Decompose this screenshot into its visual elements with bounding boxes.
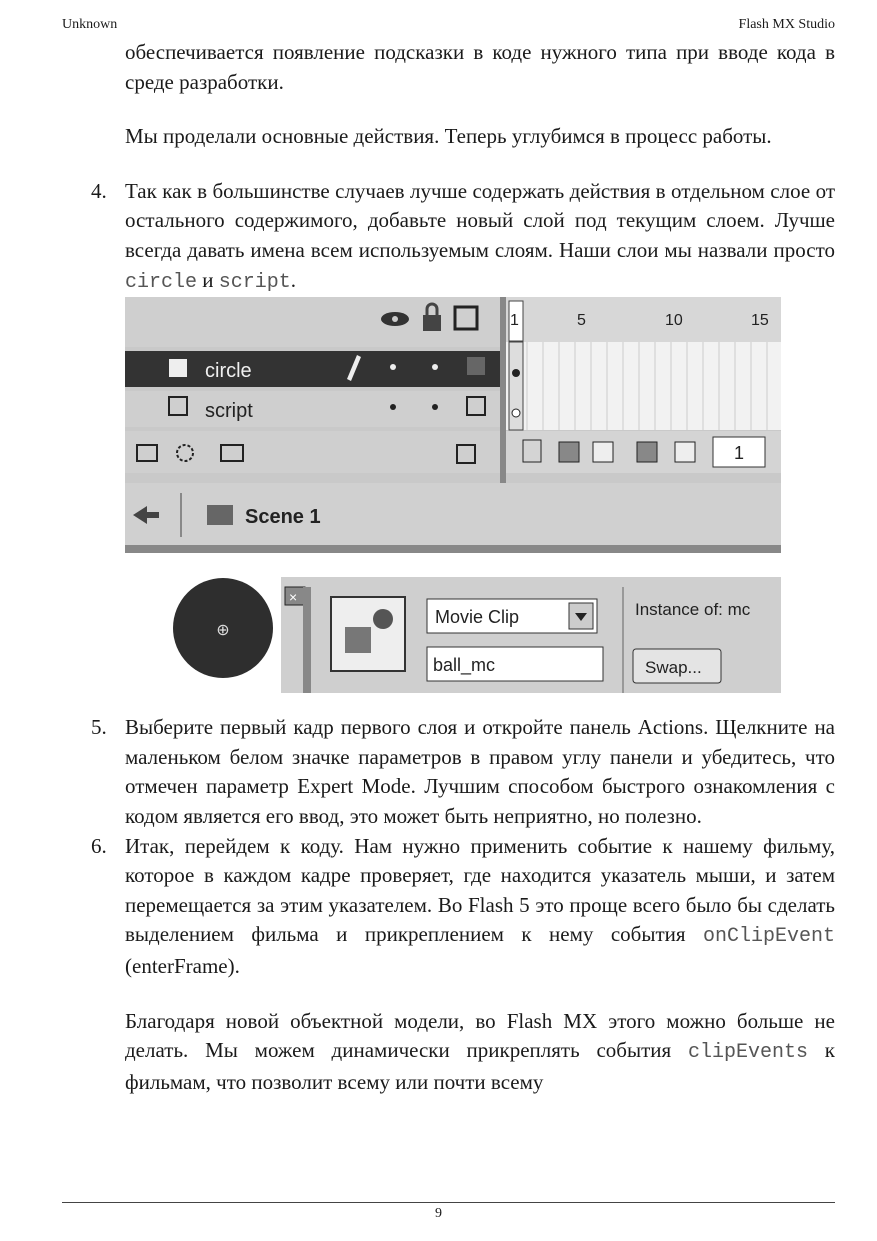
- page-number: 9: [435, 1206, 442, 1221]
- scene-label[interactable]: Scene 1: [245, 506, 321, 529]
- list-number: 5.: [91, 715, 107, 740]
- modify-markers-icon[interactable]: [675, 442, 695, 462]
- close-glyph: ×: [289, 589, 298, 606]
- page-body: [91, 38, 836, 1097]
- paragraph-text: к фильмам, что позволит всему или почти всему: [125, 1038, 836, 1094]
- list-text: и: [197, 267, 219, 292]
- onion-skin-icon[interactable]: [559, 442, 579, 462]
- frame-number: 10: [665, 312, 683, 330]
- running-header-left: Unknown: [62, 17, 118, 32]
- onion-outline-icon[interactable]: [593, 442, 613, 462]
- paragraph-text: Благодаря новой объектной модели, во Flash MX этого можно больше не делать. Мы можем динамически прикреплять события: [125, 1008, 835, 1063]
- list-number: 4.: [91, 178, 107, 203]
- eye-icon: [381, 312, 409, 326]
- instance-name-value: ball_mc: [433, 655, 496, 676]
- code-clipevents: clipEvents: [687, 1041, 808, 1065]
- code-script: script: [218, 270, 291, 294]
- list-number: 6.: [91, 833, 107, 858]
- symbol-type-value: Movie Clip: [435, 607, 520, 628]
- frame-number: 1: [510, 312, 519, 330]
- scene-clapper-icon: [207, 505, 233, 525]
- frame-number: 5: [577, 312, 586, 330]
- layer-color-box: [467, 357, 485, 375]
- running-header-right: Flash MX Studio: [738, 17, 835, 32]
- instance-of-label: Instance of: mc: [635, 600, 751, 620]
- swap-button-label: Swap...: [645, 658, 702, 678]
- list-item-4: [91, 177, 835, 297]
- footer-rule: [62, 1202, 835, 1203]
- registration-point-icon: ⊕: [216, 622, 230, 640]
- list-text: (enterFrame).: [125, 953, 240, 978]
- keyframe-icon: [512, 369, 520, 377]
- list-text: Выберите первый кадр первого слоя и откройте панель Actions. Щелкните на маленьком белом значке параметров в правом углу панели и убедитесь, что отмечен параметр Expert Mode. Лучшим способом быстрого ознакомления с кодом является его ввод, это может быть неприятно, но полезно.: [125, 715, 835, 828]
- layer-name: circle: [205, 360, 252, 383]
- layer-icon: [169, 359, 187, 377]
- list-text: .: [290, 267, 297, 292]
- current-frame-value: 1: [734, 443, 745, 464]
- list-item-5: [91, 713, 835, 831]
- list-text: Итак, перейдем к коду. Нам нужно применить событие к нашему фильму, которое в каждом кадре проверяет, где находится указатель мыши, и затем перемещается за этим указателем. Во Flash 5 это проще всего было бы сделать выделением фильма и прикреплением к нему события: [125, 833, 835, 947]
- paragraph-object-model: [125, 1007, 835, 1098]
- edit-multiple-icon[interactable]: [637, 442, 657, 462]
- list-item-6: [91, 832, 835, 982]
- flash-timeline-screenshot: [125, 297, 781, 693]
- paragraph-intro: Мы проделали основные действия. Теперь углубимся в процесс работы.: [125, 124, 772, 149]
- code-circle: circle: [125, 270, 198, 294]
- list-text: Так как в большинстве случаев лучше содержать действия в отдельном слое от остального содержимого, добавьте новый слой под текущим слоем. Лучше всегда давать имена всем используемым слоям. Наши слои мы назвали просто: [125, 178, 835, 262]
- layer-name: script: [205, 400, 253, 423]
- frame-number: 15: [751, 312, 769, 330]
- paragraph-continued: обеспечивается появление подсказки в коде нужного типа при вводе кода в среде разработки.: [125, 40, 835, 94]
- code-onclipevent: onClipEvent: [702, 925, 835, 949]
- keyframe-icon: [512, 409, 520, 417]
